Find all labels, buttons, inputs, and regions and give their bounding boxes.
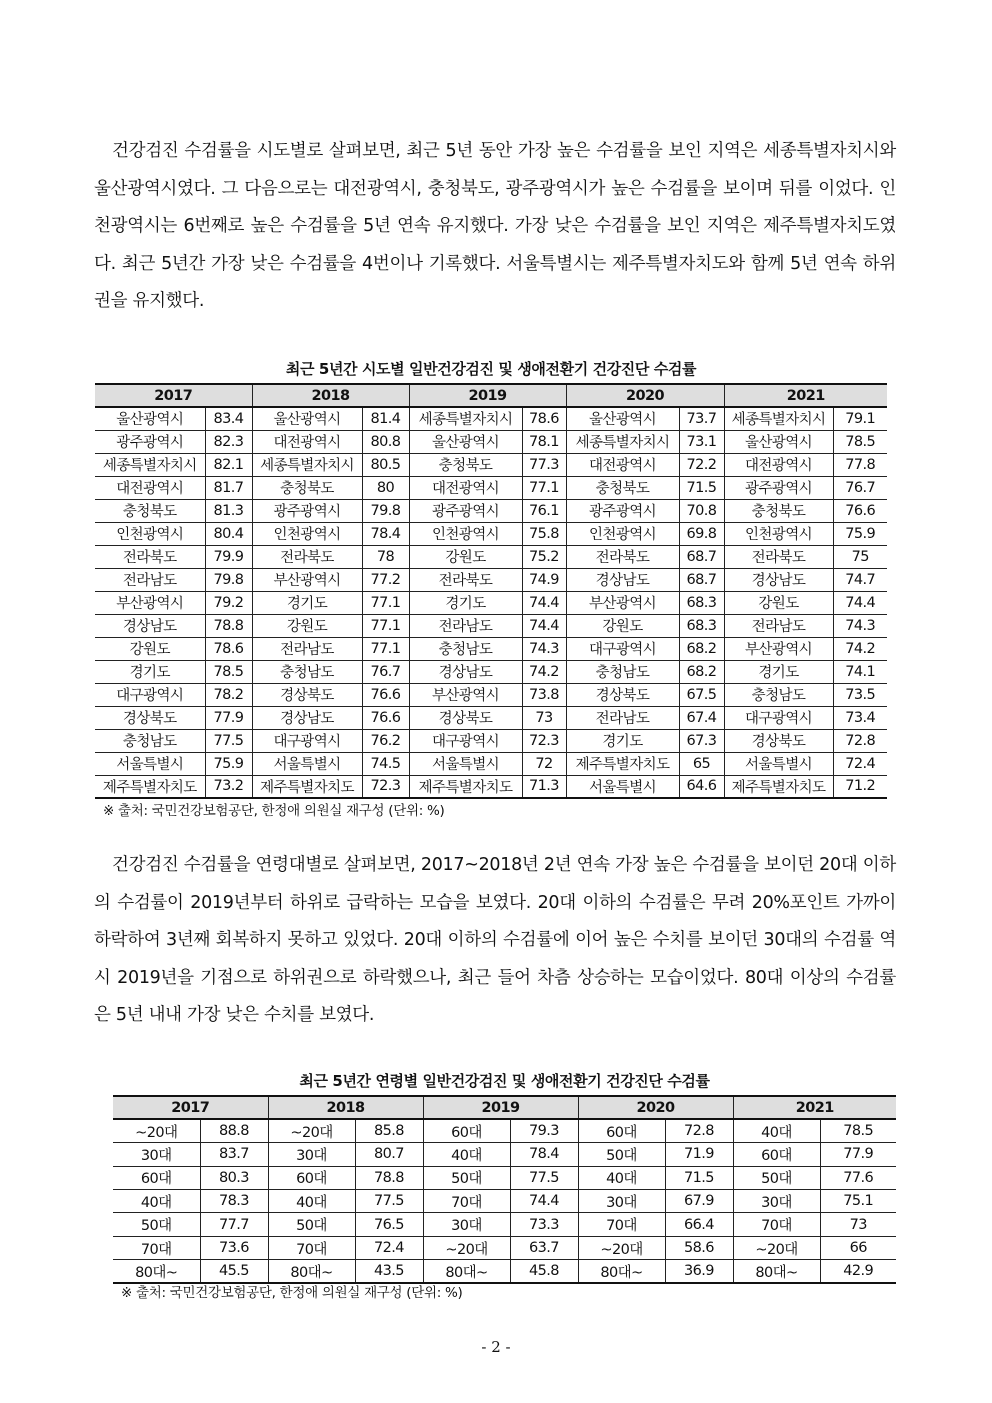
table-cell-value: 72.8 xyxy=(833,729,887,752)
table-cell-label: 대전광역시 xyxy=(409,476,522,499)
paragraph-region-summary: 건강검진 수검률을 시도별로 살펴보면, 최근 5년 동안 가장 높은 수검률을 보인 지역은 세종특별자치시와 울산광역시였다. 그 다음으로는 대전광역시, 충청북도, 광주광역시가 높은 수검률을 보이며 뒤를 이었다. 인천광역시는 6번째로 높은 수검률을 5년 연속 유지했다. 가장 낮은 수검률을 보인 지역은 제주특별자치도였다. 최근 5년간 가장 낮은 수검률을 4번이나 기록했다. 서울특별시는 제주특별자치도와 함께 5년 연속 하위권을 유지했다. xyxy=(94,141,896,311)
table-cell-label: 경기도 xyxy=(95,660,205,683)
table-cell-label: 서울특별시 xyxy=(409,752,522,775)
table-row xyxy=(95,453,887,476)
table-cell-value: 77.1 xyxy=(362,591,409,614)
table-cell-label: 부산광역시 xyxy=(95,591,205,614)
table-cell-label: 광주광역시 xyxy=(252,499,362,522)
table-cell-value: 76.7 xyxy=(362,660,409,683)
table-cell-value: 78.4 xyxy=(510,1143,578,1166)
table-cell-label: 경상남도 xyxy=(409,660,522,683)
table-cell-label: 50대 xyxy=(113,1213,200,1236)
table-cell-label: 30대 xyxy=(268,1143,355,1166)
table-cell-value: 85.8 xyxy=(355,1119,423,1142)
table-cell-label: 충청남도 xyxy=(409,637,522,660)
table-cell-value: 76.6 xyxy=(362,706,409,729)
table-cell-label: 50대 xyxy=(423,1166,510,1189)
table-row xyxy=(95,476,887,499)
table-cell-label: 인천광역시 xyxy=(566,522,679,545)
year-header: 2019 xyxy=(423,1096,578,1119)
table-cell-label: 대구광역시 xyxy=(252,729,362,752)
table1-caption: 최근 5년간 시도별 일반건강검진 및 생애전환기 건강진단 수검률 xyxy=(285,360,697,378)
table-cell-value: 73.4 xyxy=(833,706,887,729)
table-row xyxy=(113,1213,896,1236)
table-cell-value: 67.5 xyxy=(679,683,724,706)
table-cell-label: 전라북도 xyxy=(724,545,833,568)
table-cell-label: 경상북도 xyxy=(566,683,679,706)
table1-body xyxy=(95,407,887,798)
table-cell-value: 72.2 xyxy=(679,453,724,476)
table-cell-value: 73.5 xyxy=(833,683,887,706)
table-cell-label: ~20대 xyxy=(113,1119,200,1142)
table-cell-value: 74.3 xyxy=(833,614,887,637)
table-cell-value: 63.7 xyxy=(510,1236,578,1259)
table-cell-label: ~20대 xyxy=(578,1236,665,1259)
table-cell-label: 충청남도 xyxy=(724,683,833,706)
table-cell-label: 강원도 xyxy=(252,614,362,637)
table1-source-note: ※ 출처: 국민건강보험공단, 한정애 의원실 재구성 (단위: %) xyxy=(103,803,445,819)
table-cell-label: 대구광역시 xyxy=(724,706,833,729)
table-cell-value: 74.3 xyxy=(522,637,566,660)
table-cell-label: 40대 xyxy=(113,1190,200,1213)
table-cell-value: 77.7 xyxy=(200,1213,268,1236)
table-cell-value: 70.8 xyxy=(679,499,724,522)
table-cell-value: 77.6 xyxy=(820,1166,896,1189)
table-row xyxy=(113,1260,896,1283)
table-cell-label: ~20대 xyxy=(733,1236,820,1259)
table-cell-label: 울산광역시 xyxy=(566,407,679,430)
year-header: 2020 xyxy=(566,384,724,407)
table-cell-label: 전라북도 xyxy=(409,568,522,591)
table-row xyxy=(95,660,887,683)
table-cell-value: 79.8 xyxy=(205,568,252,591)
table-cell-label: 울산광역시 xyxy=(252,407,362,430)
table-cell-value: 68.3 xyxy=(679,591,724,614)
table-cell-label: 세종특별자치시 xyxy=(409,407,522,430)
table-row xyxy=(95,430,887,453)
table-cell-label: 경기도 xyxy=(252,591,362,614)
table-cell-label: 경상남도 xyxy=(724,568,833,591)
table-cell-value: 78.2 xyxy=(205,683,252,706)
table-cell-value: 77.9 xyxy=(820,1143,896,1166)
table-cell-label: 40대 xyxy=(423,1143,510,1166)
table-cell-value: 76.7 xyxy=(833,476,887,499)
table-cell-label: 울산광역시 xyxy=(95,407,205,430)
table-row xyxy=(95,545,887,568)
table-cell-value: 75.8 xyxy=(522,522,566,545)
table-cell-label: 60대 xyxy=(578,1119,665,1142)
table-cell-label: 70대 xyxy=(423,1190,510,1213)
table-cell-value: 77.1 xyxy=(522,476,566,499)
table-cell-label: ~20대 xyxy=(423,1236,510,1259)
table-cell-value: 77.5 xyxy=(510,1166,578,1189)
table-cell-label: 광주광역시 xyxy=(566,499,679,522)
table-cell-label: 경상북도 xyxy=(252,683,362,706)
table-row xyxy=(95,637,887,660)
table-cell-value: 73.8 xyxy=(522,683,566,706)
table-cell-label: 경상북도 xyxy=(95,706,205,729)
table-cell-value: 78.5 xyxy=(205,660,252,683)
year-header: 2018 xyxy=(268,1096,423,1119)
table-cell-value: 77.9 xyxy=(205,706,252,729)
table-cell-label: 70대 xyxy=(113,1236,200,1259)
table-cell-value: 64.6 xyxy=(679,775,724,798)
table-cell-label: 부산광역시 xyxy=(724,637,833,660)
table-cell-value: 83.4 xyxy=(205,407,252,430)
table-cell-label: 대구광역시 xyxy=(409,729,522,752)
table-cell-value: 66 xyxy=(820,1236,896,1259)
table-cell-value: 76.1 xyxy=(522,499,566,522)
table-cell-label: 전라남도 xyxy=(724,614,833,637)
table-cell-value: 88.8 xyxy=(200,1119,268,1142)
table-cell-label: 세종특별자치시 xyxy=(724,407,833,430)
table-cell-value: 79.3 xyxy=(510,1119,578,1142)
table-cell-label: 전라남도 xyxy=(252,637,362,660)
table-header-row xyxy=(113,1096,896,1119)
table-cell-label: 충청북도 xyxy=(724,499,833,522)
table-cell-value: 72.3 xyxy=(522,729,566,752)
table-cell-value: 77.8 xyxy=(833,453,887,476)
table-cell-label: 50대 xyxy=(733,1166,820,1189)
table-cell-label: 서울특별시 xyxy=(95,752,205,775)
table-cell-label: 제주특별자치도 xyxy=(95,775,205,798)
table-cell-label: 충청북도 xyxy=(252,476,362,499)
table-cell-value: 79.8 xyxy=(362,499,409,522)
table-cell-label: 충청남도 xyxy=(566,660,679,683)
table-cell-value: 78.1 xyxy=(522,430,566,453)
table-cell-value: 66.4 xyxy=(665,1213,733,1236)
table-row xyxy=(113,1166,896,1189)
table-cell-value: 78.4 xyxy=(362,522,409,545)
table-cell-label: 강원도 xyxy=(95,637,205,660)
table-cell-value: 79.9 xyxy=(205,545,252,568)
age-rate-table xyxy=(113,1095,896,1284)
table-cell-value: 78.6 xyxy=(522,407,566,430)
table-header-row xyxy=(95,384,887,407)
table-cell-value: 82.3 xyxy=(205,430,252,453)
table-cell-value: 73.6 xyxy=(200,1236,268,1259)
table-cell-label: 인천광역시 xyxy=(409,522,522,545)
table-cell-label: 세종특별자치시 xyxy=(252,453,362,476)
table-row xyxy=(113,1119,896,1142)
table-cell-label: 제주특별자치도 xyxy=(566,752,679,775)
table-cell-value: 74.4 xyxy=(833,591,887,614)
table-cell-label: 인천광역시 xyxy=(724,522,833,545)
table-cell-value: 76.6 xyxy=(362,683,409,706)
table-cell-label: 충청북도 xyxy=(95,499,205,522)
page-number: - 2 - xyxy=(481,1338,511,1356)
table-row xyxy=(95,683,887,706)
table-cell-value: 45.5 xyxy=(200,1260,268,1283)
table-cell-value: 68.2 xyxy=(679,660,724,683)
table-cell-value: 75.1 xyxy=(820,1190,896,1213)
paragraph-age-summary: 건강검진 수검률을 연령대별로 살펴보면, 2017~2018년 2년 연속 가장 높은 수검률을 보이던 20대 이하의 수검률이 2019년부터 하위로 급락하는 모습을 보였다. 20대 이하의 수검률은 무려 20%포인트 가까이 하락하여 3년째 회복하지 못하고 있었다. 20대 이하의 수검률에 이어 높은 수치를 보이던 30대의 수검률 역시 2019년을 기점으로 하위권으로 하락했으나, 최근 들어 차츰 상승하는 모습이었다. 80대 이상의 수검률은 5년 내내 가장 낮은 수치를 보였다. xyxy=(94,855,896,1025)
table-cell-value: 42.9 xyxy=(820,1260,896,1283)
table-cell-label: 울산광역시 xyxy=(409,430,522,453)
table-cell-label: 경기도 xyxy=(409,591,522,614)
table-cell-label: 80대~ xyxy=(578,1260,665,1283)
region-rate-table xyxy=(95,383,887,799)
table-cell-label: 강원도 xyxy=(566,614,679,637)
table-cell-label: ~20대 xyxy=(268,1119,355,1142)
table-cell-label: 대구광역시 xyxy=(95,683,205,706)
table-cell-label: 경상남도 xyxy=(95,614,205,637)
year-header: 2017 xyxy=(95,384,252,407)
table-cell-label: 충청북도 xyxy=(566,476,679,499)
table-cell-value: 75.9 xyxy=(833,522,887,545)
year-header: 2021 xyxy=(733,1096,896,1119)
table-cell-value: 68.7 xyxy=(679,545,724,568)
table-cell-value: 79.2 xyxy=(205,591,252,614)
table-cell-value: 77.1 xyxy=(362,637,409,660)
table-cell-value: 74.9 xyxy=(522,568,566,591)
year-header: 2021 xyxy=(724,384,887,407)
table-cell-value: 68.3 xyxy=(679,614,724,637)
table-cell-value: 68.2 xyxy=(679,637,724,660)
table-cell-label: 인천광역시 xyxy=(95,522,205,545)
table-cell-value: 74.4 xyxy=(522,591,566,614)
table-cell-value: 73.2 xyxy=(205,775,252,798)
table-cell-label: 제주특별자치도 xyxy=(724,775,833,798)
table-cell-label: 70대 xyxy=(578,1213,665,1236)
table-cell-value: 67.3 xyxy=(679,729,724,752)
table-cell-value: 83.7 xyxy=(200,1143,268,1166)
table-cell-value: 58.6 xyxy=(665,1236,733,1259)
table-cell-value: 69.8 xyxy=(679,522,724,545)
table-cell-value: 74.4 xyxy=(522,614,566,637)
table-cell-value: 78.8 xyxy=(355,1166,423,1189)
table-cell-value: 72.3 xyxy=(362,775,409,798)
table-cell-value: 78 xyxy=(362,545,409,568)
table-cell-value: 77.1 xyxy=(362,614,409,637)
table-cell-label: 경상북도 xyxy=(724,729,833,752)
year-header: 2020 xyxy=(578,1096,733,1119)
table-cell-label: 40대 xyxy=(733,1119,820,1142)
table-cell-value: 79.1 xyxy=(833,407,887,430)
table-cell-value: 73 xyxy=(522,706,566,729)
table-cell-label: 전라북도 xyxy=(95,545,205,568)
table-row xyxy=(95,591,887,614)
table-cell-label: 대구광역시 xyxy=(566,637,679,660)
table-row xyxy=(113,1236,896,1259)
table-cell-label: 60대 xyxy=(268,1166,355,1189)
table-cell-value: 74.1 xyxy=(833,660,887,683)
table-cell-label: 인천광역시 xyxy=(252,522,362,545)
table-cell-label: 부산광역시 xyxy=(409,683,522,706)
table-cell-label: 부산광역시 xyxy=(252,568,362,591)
table-row xyxy=(95,775,887,798)
table-cell-label: 40대 xyxy=(268,1190,355,1213)
table-row xyxy=(95,499,887,522)
table-cell-label: 강원도 xyxy=(724,591,833,614)
year-header: 2018 xyxy=(252,384,409,407)
table-cell-value: 71.5 xyxy=(665,1166,733,1189)
table-cell-label: 30대 xyxy=(733,1190,820,1213)
table-cell-label: 80대~ xyxy=(113,1260,200,1283)
table-cell-label: 60대 xyxy=(733,1143,820,1166)
table-cell-label: 30대 xyxy=(113,1143,200,1166)
table-cell-value: 45.8 xyxy=(510,1260,578,1283)
table-cell-value: 68.7 xyxy=(679,568,724,591)
table-row xyxy=(95,752,887,775)
table-row xyxy=(95,729,887,752)
table-cell-label: 60대 xyxy=(113,1166,200,1189)
table-cell-value: 77.3 xyxy=(522,453,566,476)
table-cell-value: 71.3 xyxy=(522,775,566,798)
table-cell-label: 광주광역시 xyxy=(409,499,522,522)
table-cell-label: 30대 xyxy=(578,1190,665,1213)
table-cell-value: 73.3 xyxy=(510,1213,578,1236)
table2-caption: 최근 5년간 연령별 일반건강검진 및 생애전환기 건강진단 수검률 xyxy=(299,1072,710,1090)
table-cell-label: 세종특별자치시 xyxy=(566,430,679,453)
table-cell-value: 71.5 xyxy=(679,476,724,499)
table-cell-value: 73.1 xyxy=(679,430,724,453)
table-cell-label: 50대 xyxy=(578,1143,665,1166)
table-row xyxy=(95,568,887,591)
table-cell-value: 65 xyxy=(679,752,724,775)
table-cell-label: 울산광역시 xyxy=(724,430,833,453)
table-cell-label: 광주광역시 xyxy=(95,430,205,453)
table-cell-label: 충청남도 xyxy=(252,660,362,683)
table-cell-value: 72.4 xyxy=(355,1236,423,1259)
table-cell-value: 74.4 xyxy=(510,1190,578,1213)
year-header: 2017 xyxy=(113,1096,268,1119)
table2-body xyxy=(113,1119,896,1283)
table-cell-value: 72.8 xyxy=(665,1119,733,1142)
table-cell-value: 82.1 xyxy=(205,453,252,476)
table-cell-label: 세종특별자치시 xyxy=(95,453,205,476)
table-cell-label: 80대~ xyxy=(733,1260,820,1283)
table-cell-label: 경기도 xyxy=(724,660,833,683)
table-cell-value: 36.9 xyxy=(665,1260,733,1283)
table-cell-label: 경상북도 xyxy=(409,706,522,729)
table-cell-value: 77.5 xyxy=(205,729,252,752)
table-cell-value: 80 xyxy=(362,476,409,499)
table-cell-value: 81.3 xyxy=(205,499,252,522)
table-row xyxy=(95,407,887,430)
table-cell-value: 74.2 xyxy=(522,660,566,683)
table-cell-label: 80대~ xyxy=(423,1260,510,1283)
table-cell-label: 50대 xyxy=(268,1213,355,1236)
table-cell-value: 73 xyxy=(820,1213,896,1236)
table-cell-value: 77.5 xyxy=(355,1190,423,1213)
table-cell-label: 경상남도 xyxy=(566,568,679,591)
table-cell-value: 80.8 xyxy=(362,430,409,453)
table-row xyxy=(95,706,887,729)
table-cell-label: 대전광역시 xyxy=(566,453,679,476)
table-row xyxy=(95,522,887,545)
table-cell-label: 부산광역시 xyxy=(566,591,679,614)
table-cell-value: 74.2 xyxy=(833,637,887,660)
table-cell-label: 전라북도 xyxy=(566,545,679,568)
table-cell-value: 73.7 xyxy=(679,407,724,430)
table-cell-label: 경상남도 xyxy=(252,706,362,729)
table-cell-value: 71.9 xyxy=(665,1143,733,1166)
table-cell-value: 76.2 xyxy=(362,729,409,752)
table-row xyxy=(95,614,887,637)
table-cell-value: 76.6 xyxy=(833,499,887,522)
table-cell-label: 강원도 xyxy=(409,545,522,568)
table-cell-label: 서울특별시 xyxy=(252,752,362,775)
table-cell-label: 전라북도 xyxy=(252,545,362,568)
table-cell-label: 제주특별자치도 xyxy=(252,775,362,798)
table-cell-label: 충청북도 xyxy=(409,453,522,476)
table-cell-value: 80.4 xyxy=(205,522,252,545)
table-cell-value: 78.5 xyxy=(833,430,887,453)
table-cell-value: 72.4 xyxy=(833,752,887,775)
table-cell-value: 71.2 xyxy=(833,775,887,798)
table-cell-label: 서울특별시 xyxy=(724,752,833,775)
table-cell-label: 30대 xyxy=(423,1213,510,1236)
table2-source-note: ※ 출처: 국민건강보험공단, 한정애 의원실 재구성 (단위: %) xyxy=(121,1285,463,1301)
table-cell-value: 74.5 xyxy=(362,752,409,775)
table-cell-value: 72 xyxy=(522,752,566,775)
table-cell-label: 70대 xyxy=(733,1213,820,1236)
table-cell-label: 40대 xyxy=(578,1166,665,1189)
table-cell-value: 78.6 xyxy=(205,637,252,660)
table-cell-value: 77.2 xyxy=(362,568,409,591)
table-cell-label: 서울특별시 xyxy=(566,775,679,798)
table-cell-label: 80대~ xyxy=(268,1260,355,1283)
table-cell-value: 81.7 xyxy=(205,476,252,499)
table-cell-value: 74.7 xyxy=(833,568,887,591)
table-cell-value: 67.9 xyxy=(665,1190,733,1213)
table-cell-value: 43.5 xyxy=(355,1260,423,1283)
table-cell-label: 광주광역시 xyxy=(724,476,833,499)
table-cell-label: 대전광역시 xyxy=(252,430,362,453)
table-cell-label: 제주특별자치도 xyxy=(409,775,522,798)
table-cell-value: 67.4 xyxy=(679,706,724,729)
table-cell-value: 78.3 xyxy=(200,1190,268,1213)
table-cell-label: 대전광역시 xyxy=(95,476,205,499)
table-cell-label: 대전광역시 xyxy=(724,453,833,476)
table-cell-label: 60대 xyxy=(423,1119,510,1142)
table-cell-value: 80.7 xyxy=(355,1143,423,1166)
table-cell-value: 76.5 xyxy=(355,1213,423,1236)
table-cell-label: 경기도 xyxy=(566,729,679,752)
table-cell-value: 75.2 xyxy=(522,545,566,568)
table-cell-value: 75 xyxy=(833,545,887,568)
table-cell-value: 80.3 xyxy=(200,1166,268,1189)
table-cell-value: 81.4 xyxy=(362,407,409,430)
table-cell-value: 75.9 xyxy=(205,752,252,775)
year-header: 2019 xyxy=(409,384,566,407)
table-cell-value: 80.5 xyxy=(362,453,409,476)
table-cell-label: 전라남도 xyxy=(566,706,679,729)
table-cell-label: 70대 xyxy=(268,1236,355,1259)
table-cell-value: 78.5 xyxy=(820,1119,896,1142)
table-row xyxy=(113,1190,896,1213)
table-cell-label: 전라남도 xyxy=(409,614,522,637)
table-cell-value: 78.8 xyxy=(205,614,252,637)
table-cell-label: 충청남도 xyxy=(95,729,205,752)
table-row xyxy=(113,1143,896,1166)
table-cell-label: 전라남도 xyxy=(95,568,205,591)
